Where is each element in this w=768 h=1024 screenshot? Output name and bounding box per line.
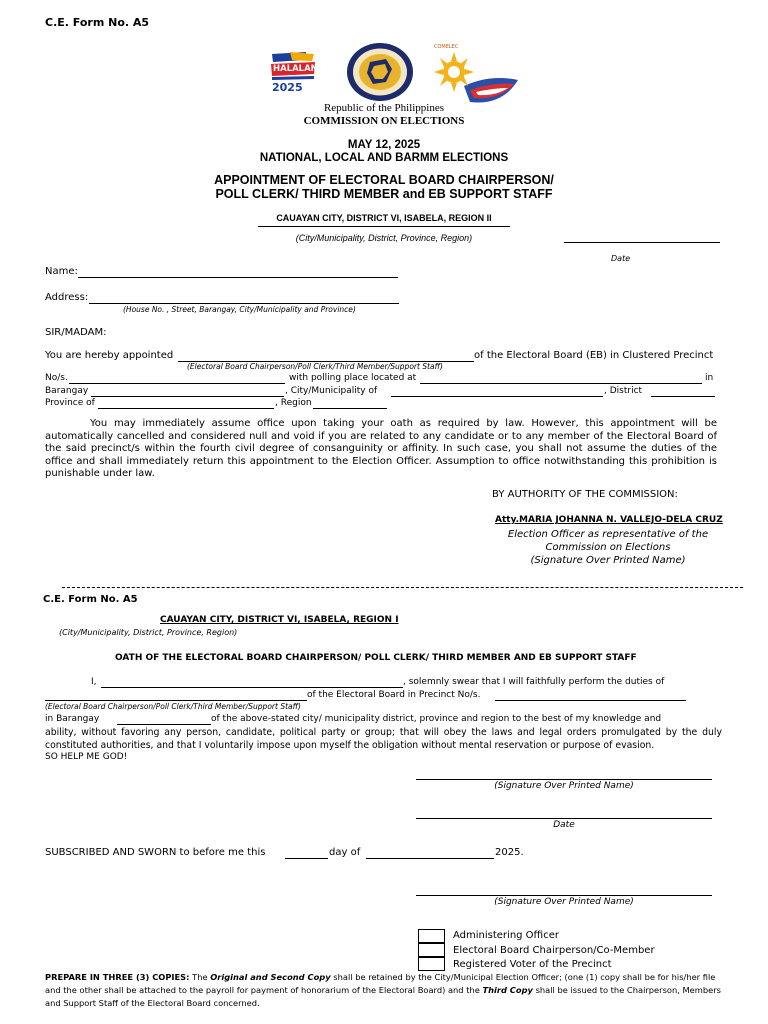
form-number: C.E. Form No. A5 <box>45 16 150 29</box>
appointed-suffix: of the Electoral Board (EB) in Clustered Precinct <box>474 350 714 361</box>
location-underline <box>258 226 510 227</box>
signatory-title-2: Commission on Elections <box>545 542 671 553</box>
comelec-mark-text: COMELEC <box>434 44 459 50</box>
polling-label: with polling place located at <box>289 373 417 383</box>
copies-instruction <box>45 971 725 1010</box>
oath-body: ability, without favoring any person, candidate, political party or group; that will obey the laws and legal orders promulgated by the duly constituted authorities, and that I voluntarily impose upon myself the obligation without mental reservation or purpose of evasion. <box>45 727 722 751</box>
address-field-line[interactable] <box>89 303 399 304</box>
signatory-title-3: (Signature Over Printed Name) <box>530 555 686 566</box>
checkbox-label-eb-chairperson: Electoral Board Chairperson/Co-Member <box>453 945 655 956</box>
checkbox-label-administering-officer: Administering Officer <box>453 930 559 941</box>
subscribed-text: SUBSCRIBED AND SWORN to before me this <box>45 847 266 858</box>
affiant-signature-line[interactable] <box>416 779 712 780</box>
commission-line: COMMISSION ON ELECTIONS <box>303 115 465 127</box>
in-label: in <box>705 373 714 383</box>
month-line[interactable] <box>366 858 494 859</box>
name-label: Name: <box>45 266 78 277</box>
oath-location: CAUAYAN CITY, DISTRICT VI, ISABELA, REGION I <box>160 615 399 625</box>
province-line[interactable] <box>98 408 274 409</box>
polling-place-line[interactable] <box>420 383 702 384</box>
date-line <box>564 242 720 243</box>
oath-board-text: of the Electoral Board in Precinct No/s. <box>307 690 481 700</box>
oath-barangay-rest: of the above-stated city/ municipality district, province and region to the best of my knowledge and <box>211 714 662 724</box>
address-caption: (House No. , Street, Barangay, City/Municipality and Province) <box>123 305 356 314</box>
affiant-signature-caption: (Signature Over Printed Name) <box>494 781 634 791</box>
election-date: MAY 12, 2025 <box>347 139 421 151</box>
location-caption: (City/Municipality, District, Province, Region) <box>295 233 473 243</box>
oath-position-caption: (Electoral Board Chairperson/Poll Clerk/Third Member/Support Staff) <box>45 702 301 711</box>
officer-signature-caption: (Signature Over Printed Name) <box>494 897 634 907</box>
copies-middle: shall be retained by the City/Municipal Election Officer; (one (1) copy shall be for his/her file and the other shall be attached to the payroll for payment of honorarium of the Electoral Board) and the <box>45 972 716 995</box>
oath-title: OATH OF THE ELECTORAL BOARD CHAIRPERSON/ POLL CLERK/ THIRD MEMBER AND EB SUPPORT STAFF <box>115 653 637 663</box>
date-caption: Date <box>611 254 631 263</box>
oath-name-line[interactable] <box>101 687 403 688</box>
halalan-text: HALALAN <box>273 64 318 74</box>
halalan-year: 2025 <box>272 81 303 94</box>
halalan-logo <box>270 52 316 96</box>
checkbox-registered-voter[interactable] <box>418 957 445 971</box>
oath-barangay-line[interactable] <box>117 724 211 725</box>
precinct-nos-line[interactable] <box>69 383 285 384</box>
signatory-title-1: Election Officer as representative of the <box>507 529 709 540</box>
signatory-name: Atty.MARIA JOHANNA N. VALLEJO-DELA CRUZ <box>495 515 723 525</box>
oath-location-caption: (City/Municipality, District, Province, Region) <box>59 628 238 637</box>
barangay-label: Barangay <box>45 386 89 396</box>
appointed-prefix: You are hereby appointed <box>45 350 174 361</box>
day-line[interactable] <box>285 858 328 859</box>
city-line[interactable] <box>391 396 603 397</box>
oath-precinct-line[interactable] <box>495 700 686 701</box>
comelec-sun-logo <box>430 46 522 108</box>
barangay-line[interactable] <box>91 396 284 397</box>
authority-line: BY AUTHORITY OF THE COMMISSION: <box>492 489 678 500</box>
copies-third: Third Copy <box>482 985 533 995</box>
officer-signature-line[interactable] <box>416 895 712 896</box>
nos-label: No/s. <box>45 373 68 383</box>
appointment-paragraph: You may immediately assume office upon taking your oath as required by law. However, this appointment will be automatically cancelled and considered null and void if you are related to any candidate or to any member of the Electoral Board of the said precinct/s within the fourth civil degree of consanguinity or affinity. In such case, you shall not assume the duties of the office and shall immediately return this appointment to the Election Officer. Assumption to office notwithstanding this prohibition is punishable under law. <box>45 418 717 480</box>
appointment-title-2: POLL CLERK/ THIRD MEMBER and EB SUPPORT STAFF <box>215 187 553 201</box>
district-line[interactable] <box>651 396 715 397</box>
province-label: Province of <box>45 398 95 408</box>
copies-the: The <box>192 972 208 982</box>
checkbox-eb-chairperson[interactable] <box>418 943 445 957</box>
copies-end: shall be issued to the Chairperson, Members and Support Staff of the Electoral Board concerned. <box>45 985 721 1008</box>
day-of-text: day of <box>329 847 361 858</box>
oath-date-caption: Date <box>553 820 575 830</box>
address-label: Address: <box>45 292 89 303</box>
name-field-line[interactable] <box>78 277 398 278</box>
position-caption: (Electoral Board Chairperson/Poll Clerk/Third Member/Support Staff) <box>187 362 443 371</box>
copies-original: Original and Second Copy <box>210 972 331 982</box>
election-name: NATIONAL, LOCAL AND BARMM ELECTIONS <box>259 152 509 164</box>
comelec-seal <box>343 42 417 102</box>
republic-line: Republic of the Philippines <box>323 102 445 114</box>
cut-line <box>62 587 743 588</box>
checkbox-administering-officer[interactable] <box>418 929 445 943</box>
appointment-location: CAUAYAN CITY, DISTRICT VI, ISABELA, REGION II <box>276 213 492 223</box>
salutation: SIR/MADAM: <box>45 327 107 338</box>
oath-i-label: I, <box>91 677 97 687</box>
oath-form-number: C.E. Form No. A5 <box>43 594 138 605</box>
oath-swear-text: , solemnly swear that I will faithfully perform the duties of <box>403 677 665 687</box>
oath-position-line[interactable] <box>45 700 307 701</box>
checkbox-label-registered-voter: Registered Voter of the Precinct <box>453 959 612 970</box>
district-label: , District <box>604 386 643 396</box>
oath-date-line[interactable] <box>416 818 712 819</box>
region-line[interactable] <box>313 408 387 409</box>
year-text: 2025. <box>495 847 524 858</box>
appointment-title-1: APPOINTMENT OF ELECTORAL BOARD CHAIRPERSON/ <box>214 173 554 187</box>
so-help-text: SO HELP ME GOD! <box>45 752 128 762</box>
oath-barangay-prefix: in Barangay <box>45 714 100 724</box>
copies-lead: PREPARE IN THREE (3) COPIES: <box>45 972 190 982</box>
city-label: , City/Municipality of <box>285 386 378 396</box>
region-label: , Region <box>275 398 312 408</box>
